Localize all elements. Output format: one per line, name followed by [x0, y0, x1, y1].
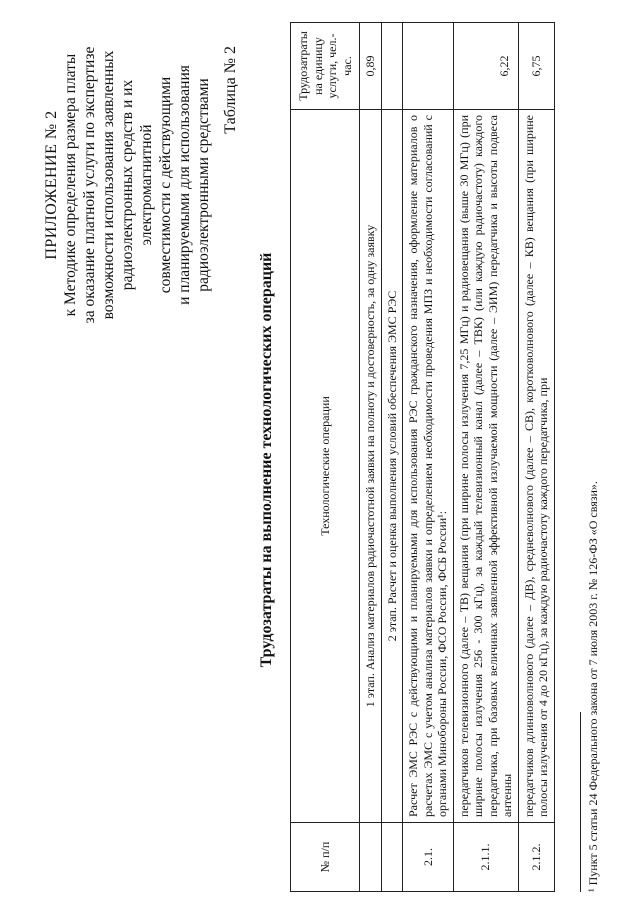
footnote-separator — [580, 712, 581, 892]
stage1-num-cell — [360, 823, 382, 892]
appendix-title: ПРИЛОЖЕНИЕ № 2 — [43, 110, 60, 260]
document-heading: Трудозатраты на выполнение технологических операций — [258, 252, 275, 668]
row-num: 2.1. — [403, 823, 454, 892]
appendix-block — [42, 40, 213, 330]
table-row — [453, 23, 518, 892]
appendix-line: возможности использования заявленных — [100, 50, 117, 320]
row-num: 2.1.1. — [453, 823, 518, 892]
header-labor: Трудозатраты на единицу услуги, чел.-час. — [291, 23, 360, 110]
operations-table — [290, 22, 555, 892]
table-row — [403, 23, 454, 892]
row-text: передатчиков телевизионного (далее – ТВ) вещания (при ширине полосы излучения 7,25 МГц) и радиовещания (выше 30 МГц) (при ширине полосы излучения 256 - 300 кГц), за каждый телевизионный канал (далее – ТВК) (или каждую радиочастоту) каждого передатчика, при базовых величинах заявленной эффективной излучаемой мощности (далее – ЭИМ) передатчика и высоты подвеса антенны — [453, 110, 518, 823]
appendix-line: к Методике определения размера платы — [62, 53, 79, 317]
header-num: № п/п — [291, 823, 360, 892]
table-header-row — [291, 23, 360, 892]
footnote: ¹ Пункт 5 статьи 24 Федерального закона от 7 июля 2003 г. № 126-ФЗ «О связи». — [586, 481, 600, 892]
table-row-stage2 — [381, 23, 403, 892]
stage2-text: 2 этап. Расчет и оценка выполнения условий обеспечения ЭМС РЭС — [381, 110, 403, 823]
stage1-value: 0,89 — [360, 23, 382, 110]
table-row-stage1 — [360, 23, 382, 892]
row-num: 2.1.2. — [518, 823, 554, 892]
appendix-line: радиоэлектронных средств и их электромагнитной — [119, 79, 155, 291]
header-operations: Технологические операции — [291, 110, 360, 823]
stage2-value-cell — [381, 23, 403, 110]
appendix-line: за оказание платной услуги по экспертизе — [81, 46, 98, 324]
stage2-num-cell — [381, 823, 403, 892]
appendix-line: совместимости с действующими — [157, 76, 174, 294]
row-text: передатчиков длинноволнового (далее – ДВ), средневолнового (далее – СВ), коротковолнового (далее – КВ) вещания (при ширине полосы излучения от 4 до 20 кГц), за каждую радиочастоту каждого передатчика, при — [518, 110, 554, 823]
table-row — [518, 23, 554, 892]
appendix-line: радиоэлектронными средствами — [195, 78, 212, 292]
appendix-line: и планируемыми для использования — [176, 65, 193, 305]
stage1-text: 1 этап. Анализ материалов радиочастотной заявки на полноту и достоверность, за одну заявку — [360, 110, 382, 823]
row-value — [403, 23, 454, 110]
table-number: Таблица № 2 — [222, 46, 239, 134]
row-value: 6,75 — [518, 23, 554, 110]
row-value: 6,22 — [453, 23, 518, 110]
row-text: Расчет ЭМС РЭС с действующими и планируемыми для использования РЭС гражданского назначения, оформление материалов о расчетах ЭМС с учетом анализа материалов заявки и определением необходимости проведения МПЗ и необходимости согласований с органами Минобороны России, ФСО России, ФСБ России¹: — [403, 110, 454, 823]
